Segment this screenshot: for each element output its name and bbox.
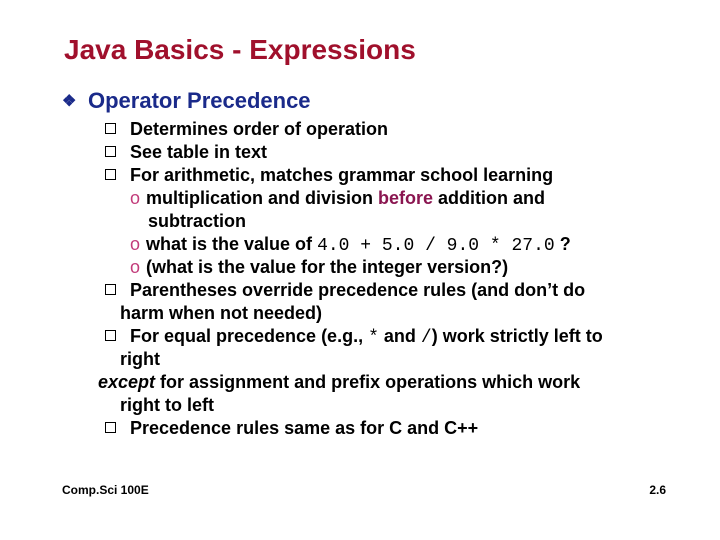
list-item-continuation: harm when not needed) [120, 303, 323, 323]
sub-list-item: o multiplication and division before addition and [130, 188, 546, 208]
square-bullet-icon [105, 146, 116, 157]
list-item: Precedence rules same as for C and C++ [98, 417, 658, 440]
bullet-list [98, 118, 658, 440]
list-item-continuation: right [120, 349, 160, 369]
code-expression: 4.0 + 5.0 / 9.0 * 27.0 [317, 236, 555, 256]
sub-list-item: o (what is the value for the integer version?) [130, 257, 509, 277]
main-bullet [62, 88, 311, 114]
sub-list-item: o what is the value of 4.0 + 5.0 / 9.0 * 27.0 ? [130, 234, 571, 256]
except-word: except [98, 372, 156, 392]
footer-page-number: 2.6 [649, 483, 666, 497]
main-bullet-label: Operator Precedence [88, 88, 311, 113]
square-bullet-icon [105, 123, 116, 134]
list-item: Parentheses override precedence rules (and don’t do [98, 279, 658, 302]
sub-list-item-continuation: subtraction [148, 211, 247, 231]
operator-symbol: / [420, 328, 432, 348]
square-bullet-icon [105, 422, 116, 433]
except-continuation: right to left [120, 395, 214, 415]
square-bullet-icon [105, 330, 116, 341]
highlight-text: before [378, 188, 434, 208]
list-item: See table in text [98, 141, 658, 164]
list-item: Determines order of operation [98, 118, 658, 141]
except-line: except for assignment and prefix operations which work [98, 372, 581, 392]
circle-bullet-icon: o [130, 234, 141, 254]
circle-bullet-icon: o [130, 257, 141, 277]
square-bullet-icon [105, 169, 116, 180]
operator-symbol: * [368, 328, 379, 348]
slide-title: Java Basics - Expressions [64, 34, 416, 65]
list-item: For arithmetic, matches grammar school learning [98, 164, 658, 187]
list-item: For equal precedence (e.g., * and /) work strictly left to [98, 325, 658, 348]
diamond-bullet-icon: ❖ [62, 93, 77, 110]
square-bullet-icon [105, 284, 116, 295]
circle-bullet-icon: o [130, 188, 141, 208]
footer-course: Comp.Sci 100E [62, 483, 149, 497]
